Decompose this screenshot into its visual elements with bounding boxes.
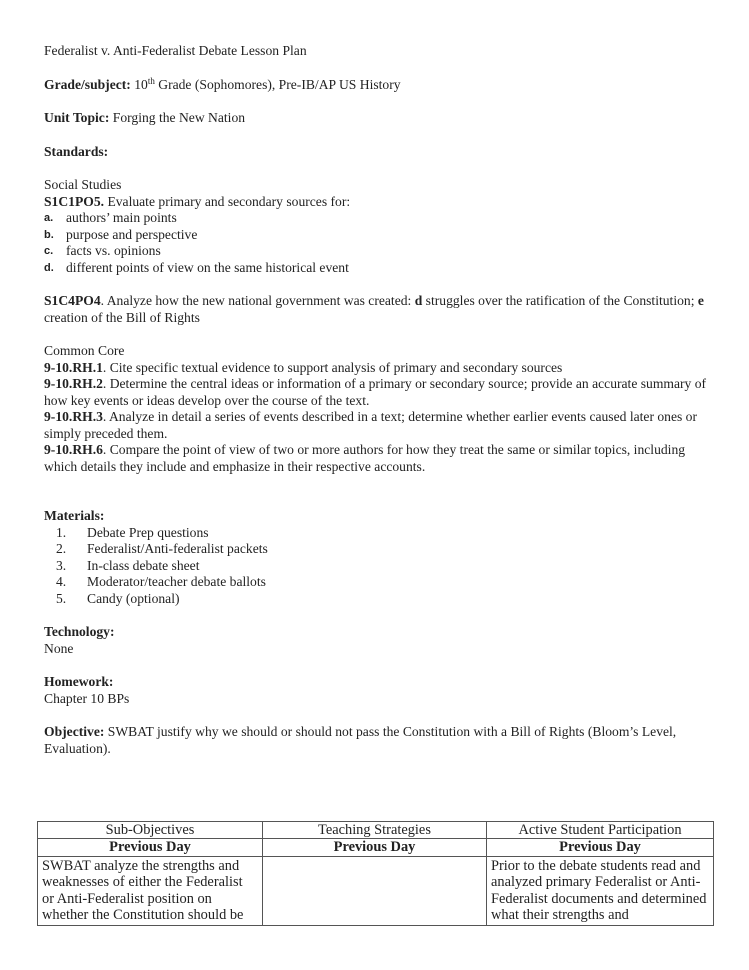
list-item bbox=[44, 227, 714, 244]
grade-number: 10 bbox=[134, 76, 148, 92]
list-letter: b. bbox=[44, 228, 54, 241]
objective-paragraph bbox=[44, 724, 714, 757]
list-number: 1. bbox=[56, 524, 67, 540]
grade-subject-value: Grade (Sophomores), Pre-IB/AP US History bbox=[154, 76, 401, 92]
list-text: In-class debate sheet bbox=[87, 557, 200, 573]
list-text: Debate Prep questions bbox=[87, 524, 209, 540]
list-number: 5. bbox=[56, 590, 67, 606]
list-text: Federalist/Anti-federalist packets bbox=[87, 541, 268, 556]
materials-list bbox=[44, 525, 714, 608]
objective-label: Objective: bbox=[44, 724, 105, 739]
list-item bbox=[44, 541, 714, 558]
s1c1po5-line bbox=[44, 194, 714, 211]
common-core-item bbox=[44, 409, 714, 442]
table-column-header-row bbox=[38, 822, 714, 839]
common-core-heading: Common Core bbox=[44, 343, 125, 358]
s1c1po5-code: S1C1PO5. bbox=[44, 193, 105, 209]
teaching-strategy-cell bbox=[263, 856, 487, 925]
s1c4po4-letter-d: d bbox=[414, 293, 423, 308]
grade-subject-label: Grade/subject: bbox=[44, 76, 131, 92]
lesson-plan-table bbox=[37, 821, 714, 926]
list-item bbox=[44, 243, 714, 260]
list-item bbox=[44, 210, 714, 227]
grade-subject-line bbox=[44, 77, 714, 94]
social-studies-heading: Social Studies bbox=[44, 177, 122, 192]
standard-code: 9-10.RH.3 bbox=[44, 409, 103, 424]
list-letter: d. bbox=[44, 261, 54, 274]
list-text: Candy (optional) bbox=[87, 590, 180, 606]
s1c1po5-text: Evaluate primary and secondary sources for: bbox=[104, 193, 351, 209]
standard-text: . Cite specific textual evidence to support analysis of primary and secondary sources bbox=[102, 359, 563, 375]
list-text: purpose and perspective bbox=[66, 226, 198, 242]
s1c4po4-paragraph bbox=[44, 293, 714, 326]
standard-code: 9-10.RH.1 bbox=[44, 359, 103, 375]
homework-value: Chapter 10 BPs bbox=[44, 690, 130, 706]
grade-suffix: th bbox=[147, 75, 155, 86]
table-day-header-row bbox=[38, 839, 714, 856]
document-title: Federalist v. Anti-Federalist Debate Lesson Plan bbox=[44, 43, 307, 58]
s1c4po4-text: creation of the Bill of Rights bbox=[44, 309, 200, 325]
list-number: 3. bbox=[56, 557, 67, 573]
standard-text: . Analyze in detail a series of events described in a text; determine whether earlier events caused later ones or simply preceded them. bbox=[44, 409, 698, 441]
s1c4po4-text: . Analyze how the new national government was created: bbox=[100, 293, 415, 308]
list-text: facts vs. opinions bbox=[66, 243, 161, 258]
s1c1po5-list bbox=[44, 210, 714, 276]
sub-objective-cell: SWBAT analyze the strengths and weaknesses of either the Federalist or Anti-Federalist position on whether the Constitution should be bbox=[38, 856, 263, 925]
list-number: 4. bbox=[56, 574, 67, 589]
technology-heading: Technology: bbox=[44, 624, 115, 639]
standards-heading: Standards: bbox=[44, 143, 109, 159]
s1c4po4-letter-e: e bbox=[697, 293, 704, 308]
column-header-sub-objectives: Sub-Objectives bbox=[38, 822, 263, 839]
standard-text: . Compare the point of view of two or more authors for how they treat the same or similar topics, including which details they include and emphasize in their respective accounts. bbox=[44, 442, 686, 474]
list-letter: a. bbox=[44, 212, 54, 224]
list-text: different points of view on the same historical event bbox=[66, 259, 349, 275]
list-letter: c. bbox=[44, 245, 54, 257]
list-item bbox=[44, 525, 714, 542]
common-core-item bbox=[44, 442, 714, 475]
s1c4po4-text: struggles over the ratification of the Constitution; bbox=[422, 293, 698, 308]
lesson-plan-page bbox=[44, 43, 714, 757]
common-core-item bbox=[44, 360, 714, 377]
list-item bbox=[44, 558, 714, 575]
list-text: Moderator/teacher debate ballots bbox=[87, 574, 266, 589]
s1c4po4-code: S1C4PO4 bbox=[44, 293, 101, 308]
list-text: authors’ main points bbox=[66, 210, 177, 225]
list-number: 2. bbox=[56, 541, 67, 556]
list-item bbox=[44, 591, 714, 608]
unit-topic-label: Unit Topic: bbox=[44, 110, 110, 125]
standard-code: 9-10.RH.6 bbox=[44, 442, 103, 457]
list-item bbox=[44, 574, 714, 591]
technology-value: None bbox=[44, 640, 74, 656]
student-participation-cell: Prior to the debate students read and analyzed primary Federalist or Anti-Federalist documents and determined what their strengths and bbox=[487, 856, 714, 925]
day-header: Previous Day bbox=[263, 839, 487, 856]
standard-code: 9-10.RH.2 bbox=[44, 376, 103, 391]
day-header: Previous Day bbox=[38, 839, 263, 856]
unit-topic-value: Forging the New Nation bbox=[109, 110, 246, 125]
column-header-active-participation: Active Student Participation bbox=[487, 822, 714, 839]
objective-value: SWBAT justify why we should or should not pass the Constitution with a Bill of Rights (Bloom’s Level, Evaluation). bbox=[44, 724, 677, 756]
common-core-item bbox=[44, 376, 714, 409]
homework-heading: Homework: bbox=[44, 674, 114, 689]
column-header-teaching-strategies: Teaching Strategies bbox=[263, 822, 487, 839]
materials-heading: Materials: bbox=[44, 508, 105, 523]
list-item bbox=[44, 260, 714, 277]
table-row bbox=[38, 856, 714, 925]
unit-topic-line bbox=[44, 110, 714, 127]
standard-text: . Determine the central ideas or information of a primary or secondary source; provide an accurate summary of how key events or ideas develop over the course of the text. bbox=[44, 376, 707, 408]
day-header: Previous Day bbox=[487, 839, 714, 856]
